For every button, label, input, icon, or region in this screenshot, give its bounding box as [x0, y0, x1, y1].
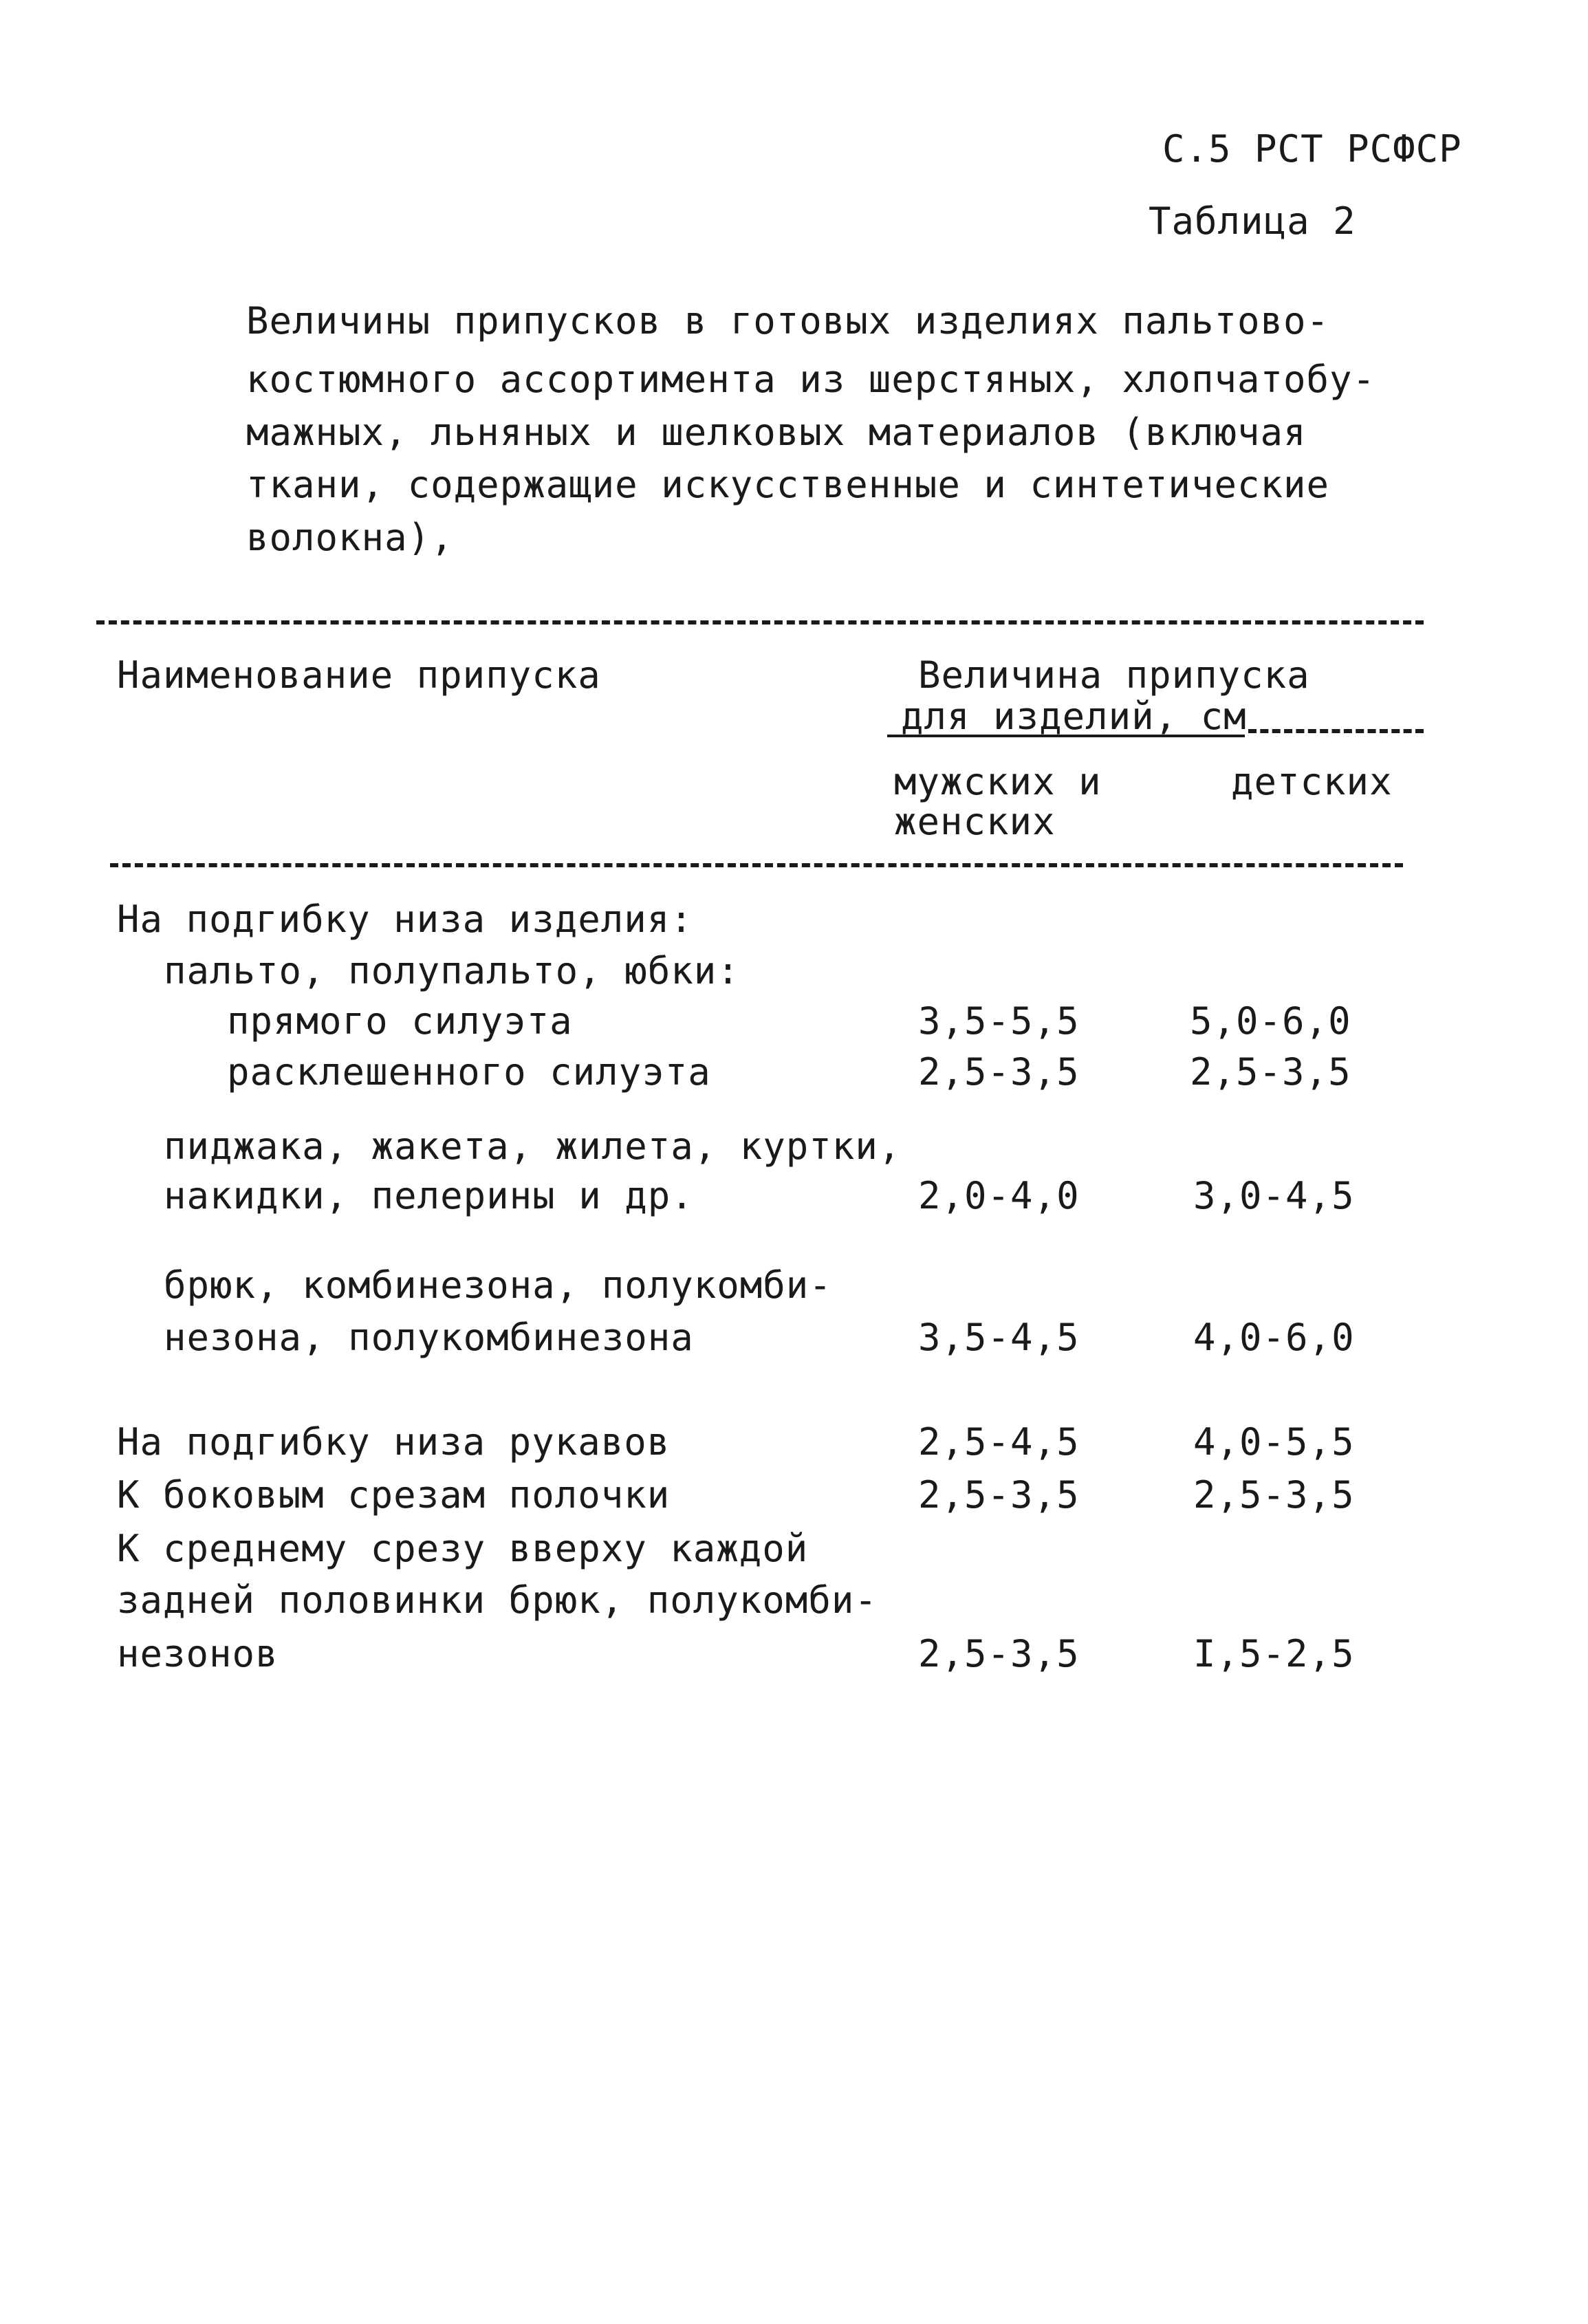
value-adult: 2,5-4,5 — [918, 1420, 1080, 1464]
column-group-header: Величина припуска — [918, 653, 1310, 697]
column-group-header-units: для изделий, см — [901, 695, 1247, 738]
row-label: расклешенного силуэта — [227, 1050, 711, 1094]
row-label: К среднему срезу вверху каждой — [117, 1527, 809, 1570]
value-adult: 3,5-4,5 — [918, 1316, 1080, 1359]
subheader-adult-cont: женских — [894, 800, 1056, 843]
table-label: Таблица 2 — [1149, 199, 1356, 243]
row-label: брюк, комбинезона, полукомби- — [164, 1263, 832, 1307]
row-label: незонов — [117, 1632, 279, 1675]
caption-line: волокна), — [246, 516, 454, 559]
caption-line: мажных, льняных и шелковых материалов (включая — [246, 411, 1307, 454]
caption-line: костюмного ассортимента из шерстяных, хлопчатобу- — [246, 358, 1376, 401]
row-label: задней половинки брюк, полукомби- — [117, 1578, 878, 1622]
value-children: I,5-2,5 — [1193, 1632, 1355, 1675]
subheader-children: детских — [1231, 760, 1393, 803]
column-header-allowance-name: Наименование припуска — [117, 653, 601, 697]
value-adult: 2,5-3,5 — [918, 1050, 1080, 1094]
group-header-underline — [887, 735, 1245, 737]
header-bottom-rule — [110, 863, 1403, 867]
value-children: 3,0-4,5 — [1193, 1174, 1355, 1217]
row-label: пиджака, жакета, жилета, куртки, — [164, 1125, 902, 1168]
value-children: 2,5-3,5 — [1190, 1050, 1351, 1094]
group-header-rule — [1248, 729, 1424, 733]
value-children: 2,5-3,5 — [1193, 1473, 1355, 1517]
value-children: 4,0-5,5 — [1193, 1420, 1355, 1464]
value-adult: 2,0-4,0 — [918, 1174, 1080, 1217]
page-reference: С.5 РСТ РСФСР — [1162, 127, 1462, 171]
row-label: прямого силуэта — [227, 999, 573, 1043]
row-label: На подгибку низа изделия: — [117, 898, 693, 941]
row-label: пальто, полупальто, юбки: — [164, 949, 740, 992]
subheader-adult: мужских и — [894, 760, 1102, 803]
row-label: К боковым срезам полочки — [117, 1473, 671, 1517]
caption-line: Величины припусков в готовых изделиях пальтово- — [246, 299, 1330, 343]
value-children: 5,0-6,0 — [1190, 999, 1351, 1043]
value-adult: 2,5-3,5 — [918, 1632, 1080, 1675]
value-adult: 2,5-3,5 — [918, 1473, 1080, 1517]
row-label: накидки, пелерины и др. — [164, 1174, 694, 1217]
row-label: На подгибку низа рукавов — [117, 1420, 671, 1464]
value-adult: 3,5-5,5 — [918, 999, 1080, 1043]
caption-line: ткани, содержащие искусственные и синтетические — [246, 463, 1330, 506]
row-label: незона, полукомбинезона — [164, 1316, 694, 1359]
value-children: 4,0-6,0 — [1193, 1316, 1355, 1359]
table-top-rule — [96, 620, 1424, 625]
